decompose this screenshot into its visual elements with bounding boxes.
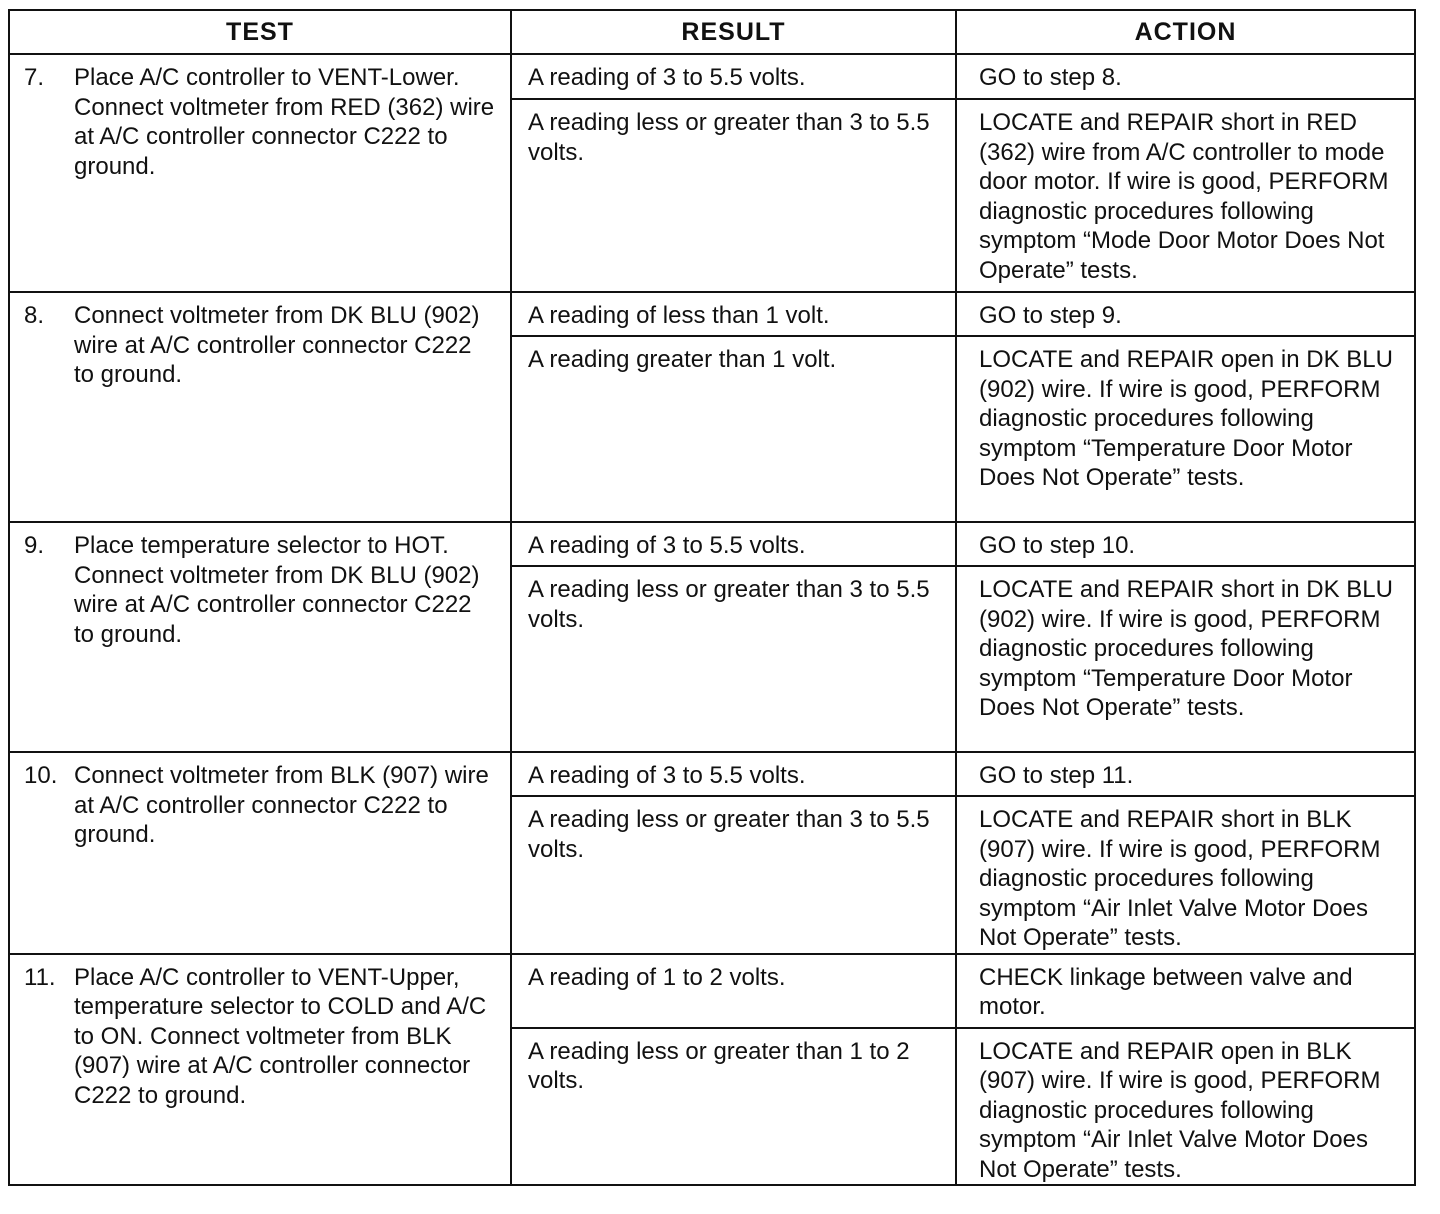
header-action: ACTION xyxy=(956,10,1415,54)
action-cell: LOCATE and REPAIR open in DK BLU (902) wire. If wire is good, PERFORM diagnostic procedures following symptom “Temperature Door Motor Does Not Operate” tests. xyxy=(956,336,1415,522)
test-cell xyxy=(9,954,511,1186)
result-cell: A reading less or greater than 3 to 5.5 volts. xyxy=(511,566,956,752)
result-cell: A reading less or greater than 3 to 5.5 volts. xyxy=(511,796,956,954)
action-cell: LOCATE and REPAIR short in RED (362) wire from A/C controller to mode door motor. If wire is good, PERFORM diagnostic procedures following symptom “Mode Door Motor Does Not Operate” tests. xyxy=(956,99,1415,292)
test-cell xyxy=(9,54,511,292)
action-cell: GO to step 9. xyxy=(956,292,1415,336)
action-cell: LOCATE and REPAIR short in BLK (907) wire. If wire is good, PERFORM diagnostic procedures following symptom “Air Inlet Valve Motor Does Not Operate” tests. xyxy=(956,796,1415,954)
table-row xyxy=(9,752,1415,796)
action-cell: LOCATE and REPAIR open in BLK (907) wire. If wire is good, PERFORM diagnostic procedures following symptom “Air Inlet Valve Motor Does Not Operate” tests. xyxy=(956,1028,1415,1186)
table-row xyxy=(9,292,1415,336)
table-row xyxy=(9,954,1415,1028)
step-number: 7. xyxy=(24,64,45,91)
test-description: Connect voltmeter from BLK (907) wire at A/C controller connector C222 to ground. xyxy=(74,762,489,848)
result-cell: A reading of 3 to 5.5 volts. xyxy=(511,54,956,99)
table-row xyxy=(9,522,1415,566)
result-cell: A reading of 1 to 2 volts. xyxy=(511,954,956,1028)
step-number: 8. xyxy=(24,302,45,329)
action-cell: LOCATE and REPAIR short in DK BLU (902) wire. If wire is good, PERFORM diagnostic procedures following symptom “Temperature Door Motor Does Not Operate” tests. xyxy=(956,566,1415,752)
header-test: TEST xyxy=(9,10,511,54)
header-result: RESULT xyxy=(511,10,956,54)
step-number: 9. xyxy=(24,532,45,559)
action-cell: GO to step 11. xyxy=(956,752,1415,796)
action-cell: GO to step 8. xyxy=(956,54,1415,99)
action-cell: CHECK linkage between valve and motor. xyxy=(956,954,1415,1028)
header-row xyxy=(9,10,1415,54)
test-description: Place temperature selector to HOT. Connect voltmeter from DK BLU (902) wire at A/C controller connector C222 to ground. xyxy=(74,532,480,648)
action-cell: GO to step 10. xyxy=(956,522,1415,566)
result-cell: A reading of 3 to 5.5 volts. xyxy=(511,522,956,566)
test-description: Place A/C controller to VENT-Lower. Connect voltmeter from RED (362) wire at A/C controller connector C222 to ground. xyxy=(74,64,495,180)
result-cell: A reading of less than 1 volt. xyxy=(511,292,956,336)
result-cell: A reading greater than 1 volt. xyxy=(511,336,956,522)
result-cell: A reading less or greater than 1 to 2 volts. xyxy=(511,1028,956,1186)
diagnostic-table xyxy=(8,9,1416,1186)
step-number: 10. xyxy=(24,762,58,789)
test-description: Place A/C controller to VENT-Upper, temperature selector to COLD and A/C to ON. Connect voltmeter from BLK (907) wire at A/C controller connector C222 to ground. xyxy=(74,963,487,1109)
table-row xyxy=(9,54,1415,99)
result-cell: A reading of 3 to 5.5 volts. xyxy=(511,752,956,796)
test-cell xyxy=(9,292,511,522)
test-description: Connect voltmeter from DK BLU (902) wire at A/C controller connector C222 to ground. xyxy=(74,302,480,388)
result-cell: A reading less or greater than 3 to 5.5 volts. xyxy=(511,99,956,292)
test-cell xyxy=(9,522,511,752)
test-cell xyxy=(9,752,511,954)
step-number: 11. xyxy=(24,963,56,991)
